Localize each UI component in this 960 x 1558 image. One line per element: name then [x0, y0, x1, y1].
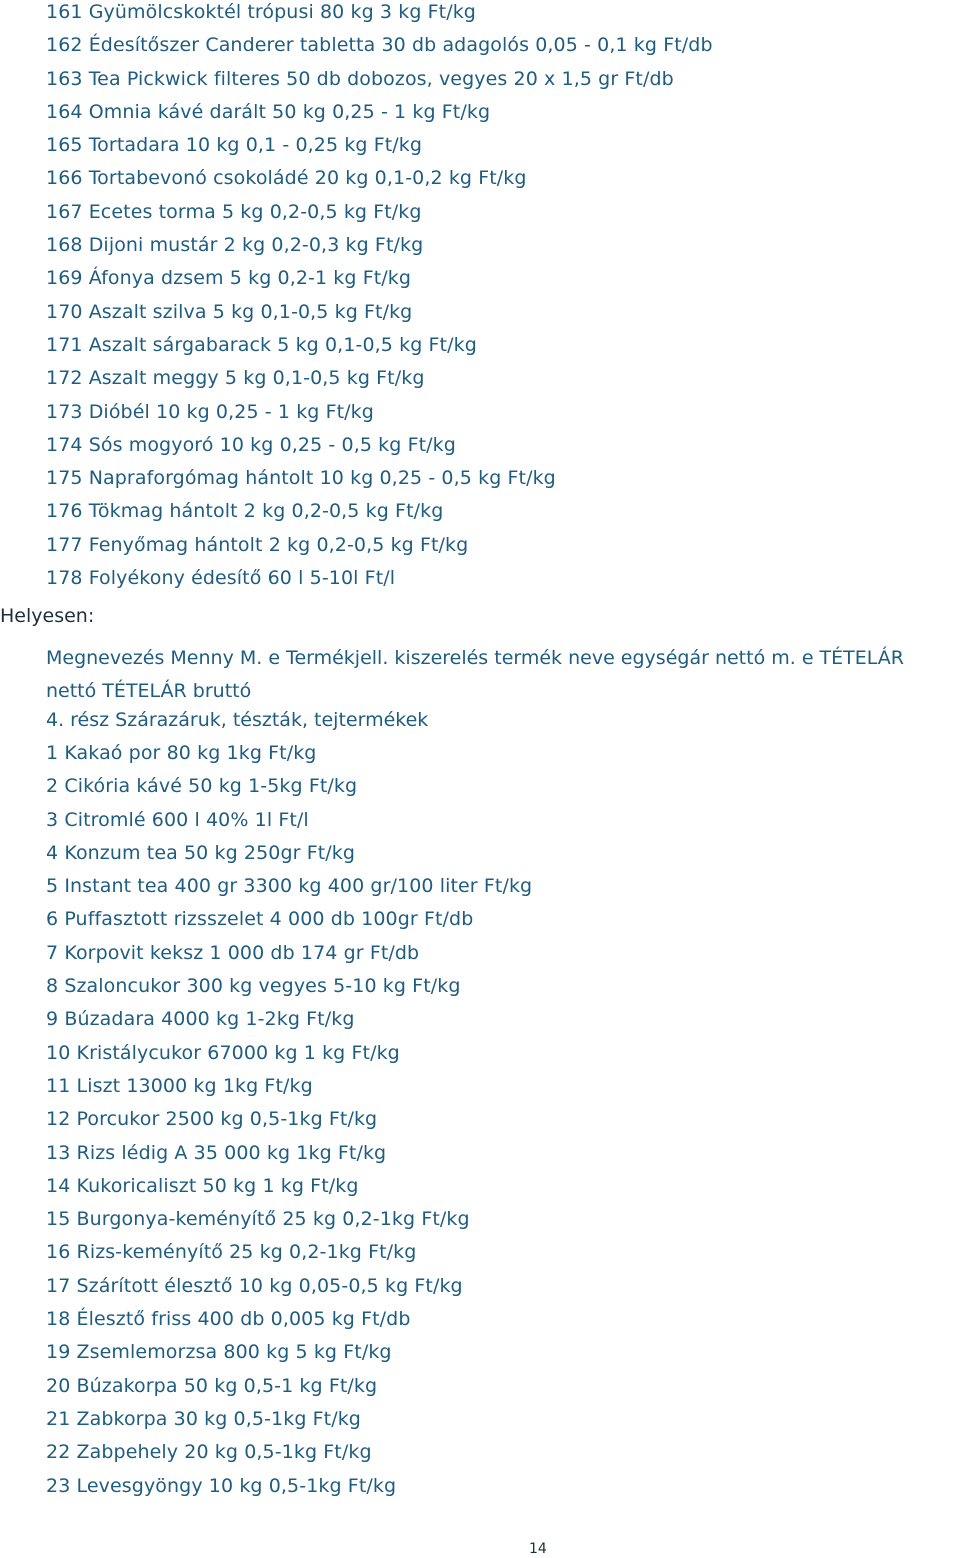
list-item: 170 Aszalt szilva 5 kg 0,1-0,5 kg Ft/kg — [46, 300, 413, 323]
product-list-continued — [46, 0, 713, 599]
list-item: 167 Ecetes torma 5 kg 0,2-0,5 kg Ft/kg — [46, 200, 422, 223]
list-item: 161 Gyümölcskoktél trópusi 80 kg 3 kg Ft/kg — [46, 1, 476, 23]
list-item: 9 Búzadara 4000 kg 1-2kg Ft/kg — [46, 1008, 355, 1031]
list-item: 16 Rizs-keményítő 25 kg 0,2-1kg Ft/kg — [46, 1241, 417, 1264]
list-item: 178 Folyékony édesítő 60 l 5-10l Ft/l — [46, 567, 396, 590]
helyesen-label: Helyesen: — [0, 605, 95, 627]
list-item: 14 Kukoricaliszt 50 kg 1 kg Ft/kg — [46, 1174, 359, 1197]
list-item: 3 Citromlé 600 l 40% 1l Ft/l — [46, 808, 309, 831]
list-item: 4 Konzum tea 50 kg 250gr Ft/kg — [46, 841, 356, 864]
section-title: 4. rész Szárazáruk, tészták, tejtermékek — [46, 709, 429, 731]
product-list-section-4 — [46, 741, 532, 1507]
list-item: 169 Áfonya dzsem 5 kg 0,2-1 kg Ft/kg — [46, 267, 412, 290]
list-item: 175 Napraforgómag hántolt 10 kg 0,25 - 0,5 kg Ft/kg — [46, 467, 556, 490]
list-item: 163 Tea Pickwick filteres 50 db dobozos, vegyes 20 x 1,5 gr Ft/db — [46, 67, 674, 90]
list-item: 17 Szárított élesztő 10 kg 0,05-0,5 kg Ft/kg — [46, 1274, 463, 1297]
list-item: 13 Rizs lédig A 35 000 kg 1kg Ft/kg — [46, 1141, 387, 1164]
list-item: 12 Porcukor 2500 kg 0,5-1kg Ft/kg — [46, 1108, 378, 1131]
list-item: 165 Tortadara 10 kg 0,1 - 0,25 kg Ft/kg — [46, 134, 423, 157]
list-item: 6 Puffasztott rizsszelet 4 000 db 100gr Ft/db — [46, 908, 474, 931]
list-item: 15 Burgonya-keményítő 25 kg 0,2-1kg Ft/kg — [46, 1208, 470, 1231]
list-item: 21 Zabkorpa 30 kg 0,5-1kg Ft/kg — [46, 1407, 361, 1430]
list-item: 20 Búzakorpa 50 kg 0,5-1 kg Ft/kg — [46, 1374, 378, 1397]
list-item: 5 Instant tea 400 gr 3300 kg 400 gr/100 liter Ft/kg — [46, 875, 533, 898]
list-item: 22 Zabpehely 20 kg 0,5-1kg Ft/kg — [46, 1441, 372, 1464]
list-item: 164 Omnia kávé darált 50 kg 0,25 - 1 kg Ft/kg — [46, 100, 491, 123]
list-item: 7 Korpovit keksz 1 000 db 174 gr Ft/db — [46, 941, 420, 964]
list-item: 166 Tortabevonó csokoládé 20 kg 0,1-0,2 kg Ft/kg — [46, 167, 527, 190]
list-item: 19 Zsemlemorzsa 800 kg 5 kg Ft/kg — [46, 1341, 392, 1364]
list-item: 168 Dijoni mustár 2 kg 0,2-0,3 kg Ft/kg — [46, 234, 424, 257]
list-item: 1 Kakaó por 80 kg 1kg Ft/kg — [46, 742, 317, 764]
list-item: 2 Cikória kávé 50 kg 1-5kg Ft/kg — [46, 775, 358, 798]
list-item: 174 Sós mogyoró 10 kg 0,25 - 0,5 kg Ft/kg — [46, 433, 456, 456]
column-header-line: Megnevezés Menny M. e Termékjell. kiszerelés termék neve egységár nettó m. e TÉTELÁR nettó TÉTELÁR bruttó — [46, 647, 904, 703]
list-item: 23 Levesgyöngy 10 kg 0,5-1kg Ft/kg — [46, 1474, 397, 1497]
list-item: 11 Liszt 13000 kg 1kg Ft/kg — [46, 1074, 313, 1097]
list-item: 171 Aszalt sárgabarack 5 kg 0,1-0,5 kg Ft/kg — [46, 333, 477, 356]
list-item: 172 Aszalt meggy 5 kg 0,1-0,5 kg Ft/kg — [46, 367, 425, 390]
list-item: 10 Kristálycukor 67000 kg 1 kg Ft/kg — [46, 1041, 400, 1064]
list-item: 162 Édesítőszer Canderer tabletta 30 db adagolós 0,05 - 0,1 kg Ft/db — [46, 34, 713, 57]
list-item: 18 Élesztő friss 400 db 0,005 kg Ft/db — [46, 1308, 411, 1331]
page-number: 14 — [529, 1541, 547, 1557]
list-item: 177 Fenyőmag hántolt 2 kg 0,2-0,5 kg Ft/kg — [46, 533, 469, 556]
list-item: 176 Tökmag hántolt 2 kg 0,2-0,5 kg Ft/kg — [46, 500, 444, 523]
list-item: 173 Dióbél 10 kg 0,25 - 1 kg Ft/kg — [46, 400, 374, 423]
list-item: 8 Szaloncukor 300 kg vegyes 5-10 kg Ft/kg — [46, 975, 461, 998]
